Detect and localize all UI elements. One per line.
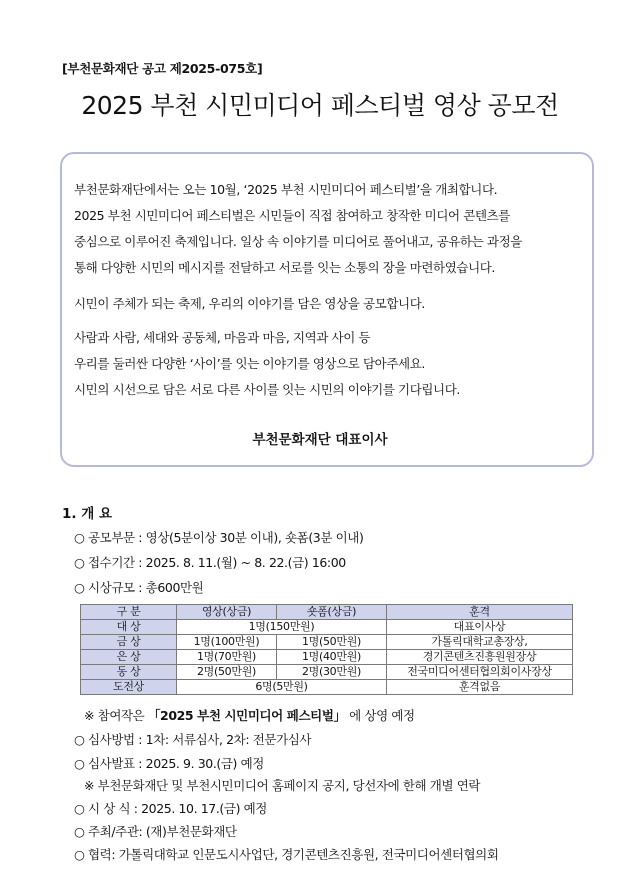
item-text: 시 상 식 : 2025. 10. 17.(금) 예정 <box>88 801 267 816</box>
intro-line: 통해 다양한 시민의 메시지를 전달하고 서로를 잇는 소통의 장을 마련하였습니다. <box>74 260 496 275</box>
announcement-note <box>84 776 480 794</box>
table-cell-honor: 대표이사상 <box>387 620 573 635</box>
table-cell-grade: 금 상 <box>81 635 177 650</box>
intro-line: 사람과 사람, 세대와 공동체, 마음과 마음, 지역과 사이 등 <box>74 330 371 345</box>
item-text: 공모부문 : 영상(5분이상 30분 이내), 숏폼(3분 이내) <box>88 530 364 545</box>
table-cell-short: 1명(50만원) <box>277 635 387 650</box>
item-category <box>74 528 363 546</box>
notice-number: [부천문화재단 공고 제2025-075호] <box>62 61 263 76</box>
page-title: 2025 부천 시민미디어 페스티벌 영상 공모전 <box>81 91 559 120</box>
column-header: 구 분 <box>81 605 177 620</box>
item-text: 주최/주관: (재)부천문화재단 <box>88 824 237 839</box>
circle-bullet-icon: ○ <box>74 555 85 570</box>
table-cell-grade: 도전상 <box>81 680 177 695</box>
item-text: 심사방법 : 1차: 서류심사, 2차: 전문가심사 <box>88 732 312 747</box>
item-text: 협력: 가톨릭대학교 인문도시사업단, 경기콘텐츠진흥원, 전국미디어센터협의회 <box>88 847 499 862</box>
column-header: 영상(상금) <box>177 605 277 620</box>
festival-name: 「2025 부천 시민미디어 페스티벌」 <box>147 708 346 723</box>
note-text: 부천문화재단 및 부천시민미디어 홈페이지 공지, 당선자에 한해 개별 연락 <box>97 778 481 793</box>
table-cell-grade: 대 상 <box>81 620 177 635</box>
table-cell-video: 1명(70만원) <box>177 650 277 665</box>
table-cell-honor: 훈격없음 <box>387 680 573 695</box>
table-row <box>81 665 573 680</box>
item-organizer <box>74 822 237 840</box>
table-cell-video: 2명(50만원) <box>177 665 277 680</box>
circle-bullet-icon: ○ <box>74 801 85 816</box>
table-cell-video: 1명(100만원) <box>177 635 277 650</box>
item-cooperation <box>74 845 499 863</box>
section-heading-overview: 1. 개 요 <box>62 506 113 522</box>
intro-line: 우리를 둘러싼 다양한 ‘사이’를 잇는 이야기를 영상으로 담아주세요. <box>74 356 425 371</box>
circle-bullet-icon: ○ <box>74 756 85 771</box>
item-prize-scale <box>74 578 203 596</box>
signature: 부천문화재단 대표이사 <box>252 432 388 448</box>
table-cell-grade: 은 상 <box>81 650 177 665</box>
circle-bullet-icon: ○ <box>74 847 85 862</box>
note-text: 참여작은 <box>97 708 148 723</box>
prize-table <box>80 604 573 695</box>
table-cell-honor: 전국미디어센터협의회이사장상 <box>387 665 573 680</box>
intro-line: 중심으로 이루어진 축제입니다. 일상 속 이야기를 미디어로 풀어내고, 공유하는 과정을 <box>74 234 522 249</box>
intro-line: 2025 부천 시민미디어 페스티벌은 시민들이 직접 참여하고 창작한 미디어 콘텐츠를 <box>74 208 510 223</box>
item-text: 접수기간 : 2025. 8. 11.(월) ~ 8. 22.(금) 16:00 <box>88 555 346 570</box>
circle-bullet-icon: ○ <box>74 580 85 595</box>
item-ceremony <box>74 799 267 817</box>
table-cell-prize: 1명(150만원) <box>177 620 387 635</box>
note-text: 에 상영 예정 <box>345 708 415 723</box>
circle-bullet-icon: ○ <box>74 732 85 747</box>
note-mark: ※ <box>84 778 95 793</box>
column-header: 훈격 <box>387 605 573 620</box>
item-announcement <box>74 754 264 772</box>
table-cell-short: 1명(40만원) <box>277 650 387 665</box>
table-cell-prize: 6명(5만원) <box>177 680 387 695</box>
intro-line: 시민이 주체가 되는 축제, 우리의 이야기를 담은 영상을 공모합니다. <box>74 296 425 311</box>
note-mark: ※ <box>84 708 95 723</box>
table-header-row <box>81 605 573 620</box>
table-row <box>81 620 573 635</box>
item-period <box>74 553 346 571</box>
item-text: 시상규모 : 총600만원 <box>88 580 204 595</box>
item-review-method <box>74 730 311 748</box>
table-cell-honor: 가톨릭대학교총장상, <box>387 635 573 650</box>
intro-line: 부천문화재단에서는 오는 10월, ‘2025 부천 시민미디어 페스티벌’을 개최합니다. <box>74 182 498 197</box>
table-cell-short: 2명(30만원) <box>277 665 387 680</box>
item-text: 심사발표 : 2025. 9. 30.(금) 예정 <box>88 756 264 771</box>
circle-bullet-icon: ○ <box>74 824 85 839</box>
table-cell-honor: 경기콘텐츠진흥원원장상 <box>387 650 573 665</box>
screening-note <box>84 706 415 724</box>
table-row <box>81 680 573 695</box>
intro-line: 시민의 시선으로 담은 서로 다른 사이를 잇는 시민의 이야기를 기다립니다. <box>74 382 460 397</box>
circle-bullet-icon: ○ <box>74 530 85 545</box>
table-row <box>81 635 573 650</box>
table-row <box>81 650 573 665</box>
column-header: 숏폼(상금) <box>277 605 387 620</box>
table-cell-grade: 동 상 <box>81 665 177 680</box>
